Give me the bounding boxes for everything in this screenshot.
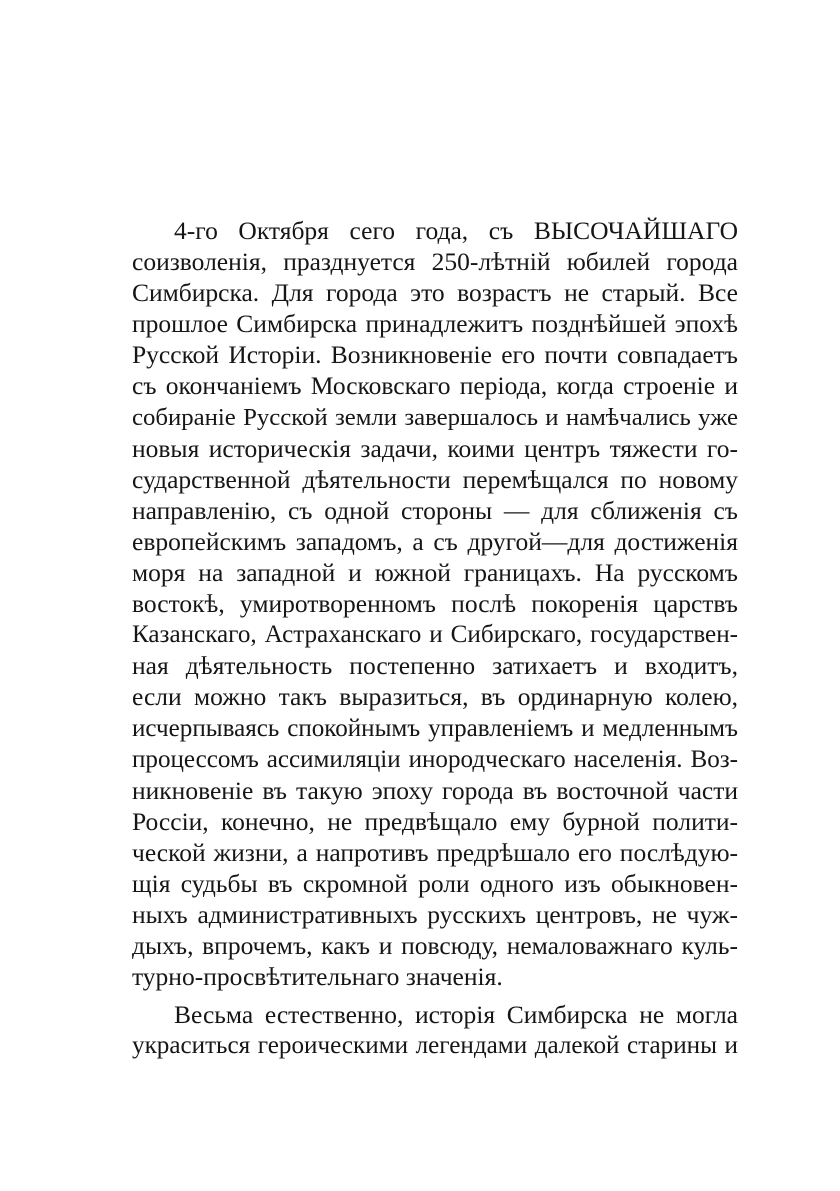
- text-line: европейскимъ западомъ, а съ другой—для достиженія: [132, 526, 738, 556]
- text-line: сударственной дѣятельности перемѣщался по новому: [132, 464, 738, 494]
- text-line: ная дѣятельность постепенно затихаетъ и входитъ,: [132, 651, 738, 681]
- text-line: никновеніе въ такую эпоху города въ восточной части: [132, 775, 738, 805]
- text-line: ческой жизни, а напротивъ предрѣшало его послѣдую-: [132, 837, 738, 867]
- text-line: собираніе Русской земли завершалось и намѣчались уже: [132, 403, 738, 431]
- paragraph-spacer: [132, 992, 738, 999]
- text-line: соизволенія, празднуется 250-лѣтній юбилей города: [132, 247, 738, 277]
- text-line: украситься героическими легендами далекой старины и: [132, 1032, 738, 1060]
- text-line: процессомъ ассимиляціи инородческаго населенія. Воз-: [132, 745, 738, 773]
- text-line: прошлое Симбирска принадлежитъ позднѣйшей эпохѣ: [132, 309, 738, 339]
- body-text: [132, 215, 738, 1062]
- text-line: щія судьбы въ скромной роли одного изъ обыкновен-: [132, 868, 738, 898]
- paragraph-2: [132, 999, 738, 1061]
- text-line: дыхъ, впрочемъ, какъ и повсюду, немаловажнаго куль-: [132, 931, 738, 961]
- text-line: если можно такъ выразиться, въ ординарную колею,: [132, 682, 738, 712]
- text-line: исчерпываясь спокойнымъ управленіемъ и медленнымъ: [132, 714, 738, 742]
- text-line: моря на западной и южной границахъ. На русскомъ: [132, 558, 738, 588]
- text-line: Казанскаго, Астраханскаго и Сибирскаго, государствен-: [132, 621, 738, 649]
- text-line: турно-просвѣтительнаго значенія.: [132, 962, 503, 992]
- text-line: направленію, съ одной стороны — для сближенія съ: [132, 495, 738, 525]
- text-line: ныхъ административныхъ русскихъ центровъ, не чуж-: [132, 900, 738, 930]
- text-line: новыя историческія задачи, коими центръ тяжести го-: [132, 433, 738, 463]
- paragraph-1: [132, 215, 738, 992]
- text-line: 4-го Октября сего года, съ ВЫСОЧАЙШАГО: [174, 216, 738, 245]
- text-line: востокѣ, умиротворенномъ послѣ покоренія царствъ: [132, 589, 738, 619]
- text-line: Россіи, конечно, не предвѣщало ему бурной полити-: [132, 806, 738, 836]
- text-line: Русской Исторіи. Возникновеніе его почти совпадаетъ: [132, 340, 738, 370]
- text-line: Весьма естественно, исторія Симбирска не могла: [174, 1000, 738, 1030]
- text-line: Симбирска. Для города это возрастъ не старый. Все: [132, 278, 738, 308]
- text-line: съ окончаніемъ Московскаго періода, когда строеніе и: [132, 371, 738, 401]
